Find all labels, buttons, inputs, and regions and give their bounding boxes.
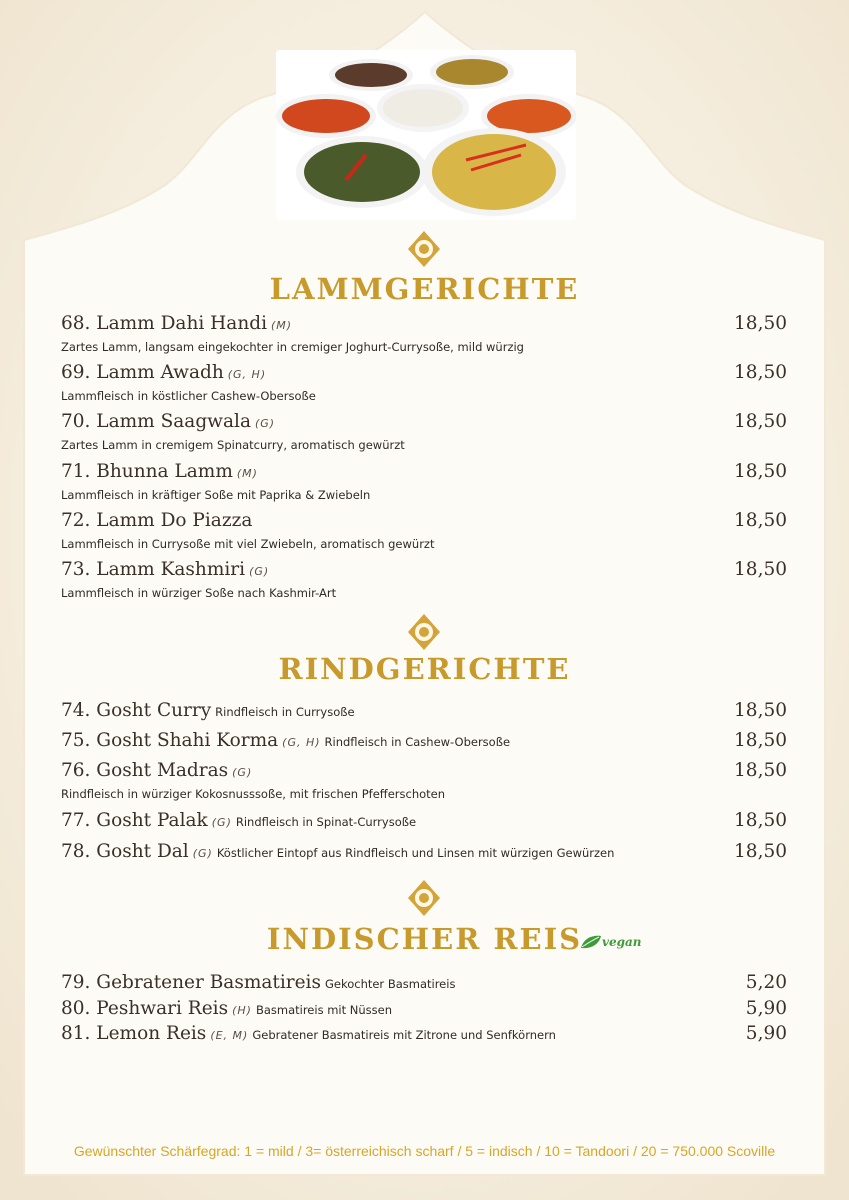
section-title: INDISCHER REIS [266,922,583,956]
item-name: 70. Lamm Saagwala [61,411,251,432]
item-allergen: (H) [232,1004,252,1017]
vegan-badge [580,934,642,950]
spice-level-footer: Gewünschter Schärfegrad: 1 = mild / 3= österreichisch scharf / 5 = indisch / 10 = Tandoori / 20 = 750.000 Scoville [73,1143,776,1159]
section-title: LAMMGERICHTE [269,272,580,306]
item-description: Köstlicher Eintopf aus Rindfleisch und Linsen mit würzigen Gewürzen [216,846,615,860]
item-name: 79. Gebratener Basmatireis [61,972,321,993]
menu-item [61,700,791,724]
item-allergen: (G) [211,816,232,829]
menu-item [61,362,791,403]
item-description: Zartes Lamm in cremigem Spinatcurry, aromatisch gewürzt [61,438,405,452]
section-title: RINDGERICHTE [278,652,571,686]
item-allergen: (G) [254,417,276,430]
item-description: Lammfleisch in köstlicher Cashew-Obersoße [61,389,316,403]
menu-item [61,730,791,754]
menu-item [61,841,791,865]
menu-item [61,1023,791,1047]
item-price: 18,50 [734,559,787,580]
item-allergen: (G) [232,766,253,779]
item-description: Rindfleisch in Cashew-Obersoße [324,735,511,749]
food-photo [276,50,576,220]
item-name: 81. Lemon Reis [61,1023,207,1044]
item-name: 73. Lamm Kashmiri [61,559,246,580]
item-price: 18,50 [734,810,787,831]
menu-item [61,972,791,996]
item-price: 5,20 [745,972,787,993]
item-allergen: (G) [192,847,213,860]
item-allergen: (G) [249,565,270,578]
menu-item [61,760,791,801]
item-description: Gekochter Basmatireis [324,977,456,991]
item-price: 18,50 [734,760,787,781]
item-name: 80. Peshwari Reis [61,998,229,1019]
item-name: 68. Lamm Dahi Handi [61,313,267,334]
item-name: 74. Gosht Curry [61,700,212,721]
item-description: Lammfleisch in kräftiger Soße mit Paprika & Zwiebeln [61,488,371,502]
item-price: 18,50 [734,841,787,862]
item-description: Basmatireis mit Nüssen [255,1003,393,1017]
menu-item [61,461,791,502]
lotus-ornament-icon [406,878,442,918]
item-price: 5,90 [745,1023,787,1044]
item-allergen: (G, H) [227,368,267,381]
item-name: 77. Gosht Palak [61,810,208,831]
item-price: 18,50 [734,730,787,751]
item-price: 18,50 [734,362,787,383]
menu-item [61,411,791,452]
item-description: Rindfleisch in Currysoße [215,705,355,719]
item-price: 18,50 [734,510,787,531]
item-name: 75. Gosht Shahi Korma [61,730,279,751]
item-description: Rindfleisch in würziger Kokosnusssoße, mit frischen Pfefferschoten [61,787,446,801]
item-allergen: (M) [271,319,293,332]
item-name: 78. Gosht Dal [61,841,189,862]
item-description: Zartes Lamm, langsam eingekochter in cremiger Joghurt-Currysoße, mild würzig [61,340,524,354]
menu-item [61,313,791,354]
menu-item [61,510,791,551]
vegan-label: vegan [602,935,642,949]
item-name: 76. Gosht Madras [61,760,229,781]
lotus-ornament-icon [406,612,442,652]
item-price: 18,50 [734,700,787,721]
item-price: 5,90 [745,998,787,1019]
menu-item [61,998,791,1022]
item-description: Lammfleisch in Currysoße mit viel Zwiebeln, aromatisch gewürzt [61,537,435,551]
menu-item [61,810,791,834]
item-name: 71. Bhunna Lamm [61,461,233,482]
item-allergen: (M) [236,467,258,480]
lotus-ornament-icon [406,229,442,269]
item-allergen: (G, H) [282,736,321,749]
item-price: 18,50 [734,411,787,432]
item-name: 69. Lamm Awadh [61,362,224,383]
item-price: 18,50 [734,313,787,334]
leaf-icon [580,934,602,950]
item-price: 18,50 [734,461,787,482]
item-description: Lammfleisch in würziger Soße nach Kashmir-Art [61,586,337,600]
item-allergen: (E, M) [210,1029,249,1042]
item-description: Gebratener Basmatireis mit Zitrone und Senfkörnern [252,1028,556,1042]
menu-item [61,559,791,600]
item-description: Rindfleisch in Spinat-Currysoße [235,815,417,829]
item-name: 72. Lamm Do Piazza [61,510,253,531]
